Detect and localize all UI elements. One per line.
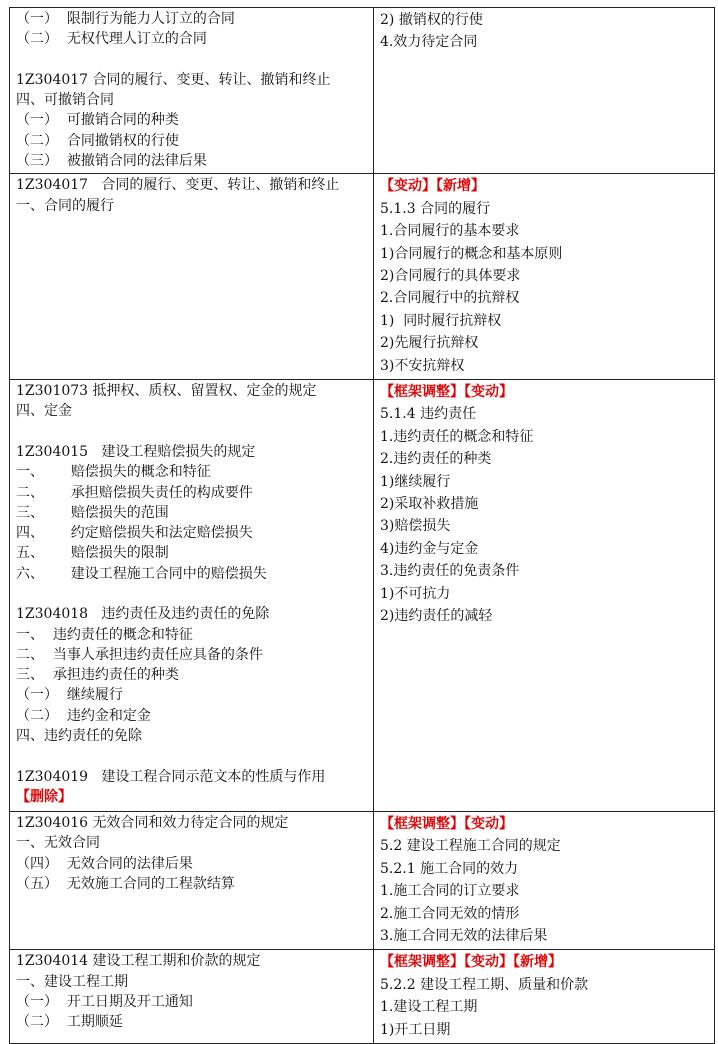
new-syllabus-line: 2.施工合同无效的情形 [380,905,520,922]
table-row [10,950,715,1044]
new-syllabus-line: 5.1.3 合同的履行 [380,200,491,217]
old-syllabus-line: （二） 违约金和定金 [16,707,151,724]
table-row [10,812,715,950]
old-syllabus-line: 一、 违约责任的概念和特征 [16,626,193,643]
new-syllabus-cell [374,380,715,812]
new-syllabus-line: 3.施工合同无效的法律后果 [380,928,548,945]
change-tag: 【变动】【新增】 [380,178,485,195]
new-syllabus-line: 1) 同时履行抗辩权 [380,312,502,329]
comparison-table-body [10,8,715,1044]
old-syllabus-line: 1Z304017 合同的履行、变更、转让、撤销和终止 [16,177,340,194]
old-syllabus-line: （二） 工期顺延 [16,1014,123,1031]
new-syllabus-line: 2)合同履行的具体要求 [380,268,521,284]
new-syllabus-line: 2.合同履行中的抗辩权 [380,290,520,307]
new-syllabus-line: 1)不可抗力 [380,585,451,602]
change-tag: 【框架调整】【变动】【新增】 [380,954,562,971]
new-syllabus-line: 1)开工日期 [380,1021,451,1038]
old-syllabus-line: 二、 承担赔偿损失责任的构成要件 [16,484,253,501]
new-syllabus-line: 3.违约责任的免责条件 [380,563,520,580]
comparison-table [9,7,715,1044]
old-syllabus-line: （一） 继续履行 [16,687,123,704]
new-syllabus-line: 5.2.1 施工合同的效力 [380,860,519,877]
old-syllabus-line [16,584,369,604]
new-syllabus-line: 1.建设工程工期 [380,999,478,1016]
old-syllabus-line: 四、违约责任的免除 [16,728,142,745]
old-syllabus-line: 1Z304018 违约责任及违约责任的免除 [16,606,270,623]
new-syllabus-line: 2.违约责任的种类 [380,451,492,468]
new-syllabus-line: 2) 撤销权的行使 [380,12,483,28]
new-syllabus-line: 1.施工合同的订立要求 [380,883,520,900]
new-syllabus-line: 5.2 建设工程施工合同的规定 [380,838,561,855]
old-syllabus-line: 1Z301073 抵押权、质权、留置权、定金的规定 [16,383,317,400]
new-syllabus-line: 4)违约金与定金 [380,540,479,557]
new-syllabus-line: 5.2.2 建设工程工期、质量和价款 [380,976,589,993]
new-syllabus-line: 5.1.4 违约责任 [380,406,477,423]
old-syllabus-line: 四、可撤销合同 [16,92,114,109]
old-syllabus-line: 四、 约定赔偿损失和法定赔偿损失 [16,525,253,542]
old-syllabus-line: 1Z304016 无效合同和效力待定合同的规定 [16,815,289,832]
new-syllabus-line: 2)违约责任的减轻 [380,608,493,625]
old-syllabus-line: 一、建设工程工期 [16,973,128,990]
change-tag: 【框架调整】【变动】 [380,816,513,833]
old-syllabus-line: 四、定金 [16,403,72,420]
new-syllabus-line: 2)采取补救措施 [380,496,479,513]
new-syllabus-line: 4.效力待定合同 [380,34,478,51]
old-syllabus-line: （二） 无权代理人订立的合同 [16,31,207,48]
new-syllabus-line: 1)继续履行 [380,473,451,490]
new-syllabus-cell [374,174,715,380]
old-syllabus-line: 五、 赔偿损失的限制 [16,545,169,562]
old-syllabus-line: 一、 赔偿损失的概念和特征 [16,464,211,481]
old-syllabus-line [16,746,369,766]
change-tag: 【删除】 [16,788,72,805]
old-syllabus-line: 1Z304014 建设工程工期和价款的规定 [16,953,261,970]
old-syllabus-line: （一） 可撤销合同的种类 [16,112,179,129]
old-syllabus-line: 三、 赔偿损失的范围 [16,504,169,521]
old-syllabus-cell [10,174,374,380]
new-syllabus-cell [374,8,715,174]
new-syllabus-line: 1.合同履行的基本要求 [380,223,520,240]
old-syllabus-line: （五） 无效施工合同的工程款结算 [16,875,235,892]
old-syllabus-line: 一、无效合同 [16,835,100,852]
old-syllabus-line: 六、 建设工程施工合同中的赔偿损失 [16,565,267,582]
old-syllabus-cell [10,812,374,950]
old-syllabus-cell [10,8,374,174]
new-syllabus-line: 3)不安抗辩权 [380,357,465,374]
old-syllabus-line: 二、 当事人承担违约责任应具备的条件 [16,646,263,663]
old-syllabus-line [16,422,369,442]
new-syllabus-cell [374,950,715,1044]
old-syllabus-line [16,50,369,70]
old-syllabus-line: 一、合同的履行 [16,197,114,214]
new-syllabus-line: 1)合同履行的概念和基本原则 [380,245,563,262]
new-syllabus-cell [374,812,715,950]
old-syllabus-line: （一） 开工日期及开工通知 [16,994,193,1011]
old-syllabus-line: 三、 承担违约责任的种类 [16,667,179,684]
new-syllabus-line: 1.违约责任的概念和特征 [380,428,534,445]
old-syllabus-line: 1Z304015 建设工程赔偿损失的规定 [16,443,256,460]
table-row [10,8,715,174]
old-syllabus-line: （四） 无效合同的法律后果 [16,855,193,872]
old-syllabus-line: （一） 限制行为能力人订立的合同 [16,11,235,27]
change-tag: 【框架调整】【变动】 [380,384,513,401]
table-row [10,380,715,812]
old-syllabus-cell [10,380,374,812]
new-syllabus-line: 2)先履行抗辩权 [380,335,479,352]
old-syllabus-cell [10,950,374,1044]
table-row [10,174,715,380]
old-syllabus-line: 1Z304017 合同的履行、变更、转让、撤销和终止 [16,71,331,88]
old-syllabus-line: （三） 被撤销合同的法律后果 [16,153,207,170]
new-syllabus-line: 3)赔偿损失 [380,518,451,535]
old-syllabus-line: 1Z304019 建设工程合同示范文本的性质与作用 [16,768,326,785]
old-syllabus-line: （二） 合同撤销权的行使 [16,132,179,149]
